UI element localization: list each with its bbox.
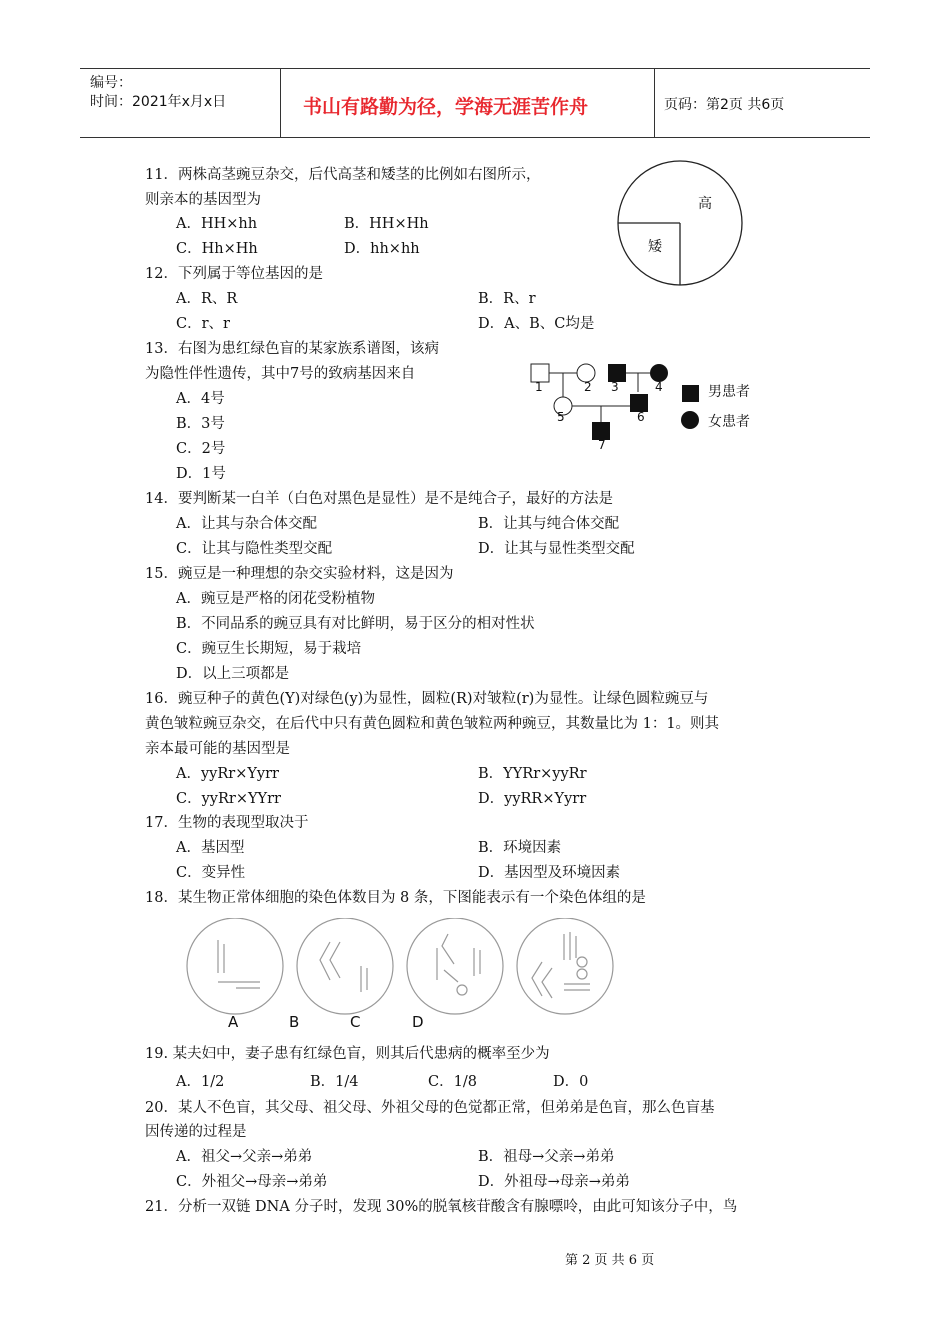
q17-option-c: C．变异性 [176, 865, 246, 881]
q11-stem: 11．两株高茎豌豆杂交，后代高茎和矮茎的比例如右图所示， [145, 167, 541, 183]
legend-female-patient-label: 女患者 [708, 414, 750, 430]
cell-b-label: B [289, 1013, 300, 1031]
q20-option-b: B．祖母→父亲→弟弟 [478, 1149, 615, 1165]
q20-stem-cont: 因传递的过程是 [145, 1124, 247, 1140]
q21-stem: 21．分析一双链 DNA 分子时，发现 30%的脱氧核苷酸含有腺嘌呤，由此可知该分子中，鸟 [145, 1199, 738, 1215]
pedigree-number-2: 2 [584, 380, 592, 394]
q20-option-c: C．外祖父→母亲→弟弟 [176, 1174, 328, 1190]
legend-male-patient-icon [682, 385, 699, 402]
q16-stem-cont2: 亲本最可能的基因型是 [145, 741, 290, 757]
document-time-label: 时间：2021年x月x日 [90, 94, 227, 110]
legend-female-patient-icon [681, 411, 699, 429]
q12-stem: 12．下列属于等位基因的是 [145, 266, 323, 282]
q20-option-d: D．外祖母→母亲→弟弟 [478, 1174, 630, 1190]
q12-option-d: D．A、B、C均是 [478, 316, 595, 332]
q14-stem: 14．要判断某一白羊（白色对黑色是显性）是不是纯合子，最好的方法是 [145, 491, 613, 507]
q16-option-a: A．yyRr×Yyrr [176, 766, 279, 782]
header-motto: 书山有路勤为径，学海无涯苦作舟 [303, 96, 589, 118]
q11-option-b: B．HH×Hh [344, 216, 429, 232]
pedigree-number-4: 4 [655, 380, 663, 394]
q15-stem: 15．豌豆是一种理想的杂交实验材料，这是因为 [145, 566, 454, 582]
cell-a [187, 918, 283, 1014]
q19-option-c: C．1/8 [428, 1074, 477, 1090]
q19-stem: 19. 某夫妇中，妻子患有红绿色盲，则其后代患病的概率至少为 [145, 1046, 550, 1062]
q15-option-d: D．以上三项都是 [176, 666, 290, 682]
q14-option-d: D．让其与显性类型交配 [478, 541, 635, 557]
header-page-label: 页码：第2页 共6页 [664, 97, 785, 113]
chromosome [457, 985, 467, 995]
q15-option-a: A．豌豆是严格的闭花受粉植物 [176, 591, 375, 607]
q11-option-d: D．hh×hh [344, 241, 420, 257]
q11-option-c: C．Hh×Hh [176, 241, 258, 257]
pedigree-number-7: 7 [598, 438, 606, 452]
q16-option-c: C．yyRr×YYrr [176, 791, 281, 807]
pie-tall-label: 高 [698, 196, 712, 212]
cell-b [297, 918, 393, 1014]
legend-male-patient-label: 男患者 [708, 384, 750, 400]
q16-option-b: B．YYRr×yyRr [478, 766, 587, 782]
pedigree-diagram [520, 355, 780, 455]
q17-option-b: B．环境因素 [478, 840, 562, 856]
q13-option-c: C．2号 [176, 441, 226, 457]
q13-stem-cont: 为隐性伴性遗传，其中7号的致病基因来自 [145, 366, 416, 382]
q17-stem: 17．生物的表现型取决于 [145, 815, 309, 831]
cell-c [407, 918, 503, 1014]
q17-option-a: A．基因型 [176, 840, 245, 856]
q14-option-b: B．让其与纯合体交配 [478, 516, 620, 532]
cell-b-membrane [297, 918, 393, 1014]
q12-option-a: A．R、R [176, 291, 238, 307]
q15-option-b: B．不同品系的豌豆具有对比鲜明，易于区分的相对性状 [176, 616, 535, 632]
q14-option-c: C．让其与隐性类型交配 [176, 541, 333, 557]
q15-option-c: C．豌豆生长期短，易于栽培 [176, 641, 362, 657]
chromosome-cells-diagram [180, 918, 620, 1018]
q13-option-a: A．4号 [176, 391, 225, 407]
q13-stem: 13．右图为患红绿色盲的某家族系谱图，该病 [145, 341, 439, 357]
q20-stem: 20．某人不色盲，其父母、祖父母、外祖父母的色觉都正常，但弟弟是色盲，那么色盲基 [145, 1100, 715, 1116]
cell-a-label: A [228, 1013, 239, 1031]
cell-d-label: D [412, 1013, 424, 1031]
q16-stem-cont: 黄色皱粒豌豆杂交，在后代中只有黄色圆粒和黄色皱粒两种豌豆，其数量比为 1：1。则其 [145, 716, 720, 732]
q12-option-b: B．R、r [478, 291, 536, 307]
q11-option-a: A．HH×hh [176, 216, 258, 232]
page-footer: 第 2 页 共 6 页 [565, 1253, 655, 1268]
q14-option-a: A．让其与杂合体交配 [176, 516, 317, 532]
chromosome [577, 969, 587, 979]
ratio-pie-diagram [615, 158, 747, 290]
pedigree-number-6: 6 [637, 410, 645, 424]
cell-d [517, 918, 613, 1014]
cell-d-membrane [517, 918, 613, 1014]
q18-stem: 18．某生物正常体细胞的染色体数目为 8 条，下图能表示有一个染色体组的是 [145, 890, 646, 906]
pedigree-number-3: 3 [611, 380, 619, 394]
pedigree-number-5: 5 [557, 410, 565, 424]
q16-stem: 16．豌豆种子的黄色(Y)对绿色(y)为显性，圆粒(R)对皱粒(r)为显性。让绿色圆粒豌豆与 [145, 691, 709, 707]
q16-option-d: D．yyRR×Yyrr [478, 791, 587, 807]
header-divider [654, 69, 655, 137]
pedigree-number-1: 1 [535, 380, 543, 394]
cell-a-membrane [187, 918, 283, 1014]
q19-option-a: A．1/2 [176, 1074, 225, 1090]
q19-option-b: B．1/4 [310, 1074, 359, 1090]
q20-option-a: A．祖父→父亲→弟弟 [176, 1149, 313, 1165]
q17-option-d: D．基因型及环境因素 [478, 865, 621, 881]
cell-c-membrane [407, 918, 503, 1014]
document-number-label: 编号： [90, 75, 132, 91]
q19-option-d: D．0 [553, 1074, 589, 1090]
q11-stem-cont: 则亲本的基因型为 [145, 192, 261, 208]
pie-short-label: 矮 [648, 239, 662, 255]
q13-option-b: B．3号 [176, 416, 225, 432]
cell-c-label: C [350, 1013, 361, 1031]
q13-option-d: D．1号 [176, 466, 226, 482]
chromosome [577, 957, 587, 967]
header-divider [280, 69, 281, 137]
q12-option-c: C．r、r [176, 316, 230, 332]
